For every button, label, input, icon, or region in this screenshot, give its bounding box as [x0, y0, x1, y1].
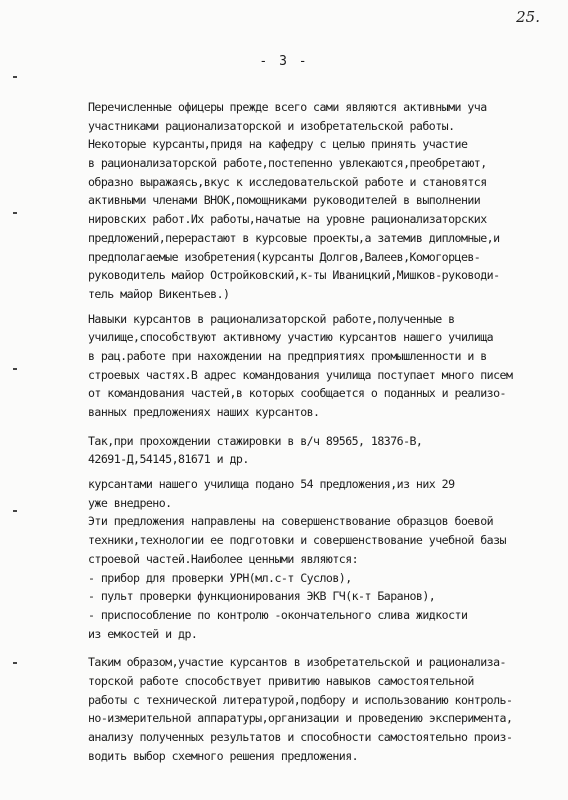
- text-line: Навыки курсантов в рационализаторской работе,полученные в: [88, 311, 455, 326]
- text-line: работы с технической литературой,подбору и использованию контроль-: [88, 692, 513, 707]
- text-line: Так,при прохождении стажировки в в/ч 89565, 18376-В,: [88, 433, 423, 448]
- text-line: анализу полученных результатов и способности самостоятельно произ-: [88, 730, 513, 744]
- binding-hole-mark: [13, 510, 17, 512]
- text-line: курсантами нашего училища подано 54 предложения,из них 29: [88, 477, 455, 492]
- binding-hole-mark: [13, 212, 17, 214]
- binding-hole-mark: [13, 368, 17, 370]
- page-number: - 3 -: [259, 54, 309, 69]
- text-line: активными членами ВНОК,помощниками руководителей в выполнении: [88, 193, 481, 208]
- text-line: училище,способствуют активному участию курсантов нашего училища: [88, 330, 494, 345]
- text-line: образно выражаясь,вкус к исследовательской работе и становятся: [88, 174, 487, 189]
- text-line: строевой частей.Наиболее ценными являются:: [88, 551, 359, 566]
- text-line: уже внедрено.: [88, 495, 172, 510]
- binding-hole-mark: [13, 76, 17, 78]
- text-line: торской работе способствует привитию навыков самостоятельной: [88, 673, 474, 688]
- text-line: Эти предложения направлены на совершенствование образцов боевой: [88, 514, 494, 529]
- text-line: от командования частей,в которых сообщается о поданных и реализо-: [88, 386, 506, 401]
- text-line: Некоторые курсанты,придя на кафедру с целью принять участие: [88, 137, 468, 152]
- text-line: ванных предложениях наших курсантов.: [88, 405, 320, 419]
- text-line: но-измерительной аппаратуры,организации и проведению эксперимента,: [88, 711, 513, 726]
- text-line: предложений,перерастают в курсовые проекты,а затемив дипломные,и: [88, 230, 500, 245]
- list-item: - прибор для проверки УРН(мл.с-т Суслов),: [88, 570, 352, 585]
- text-line: предполагаемые изобретения(курсанты Долгов,Валеев,Комогорцев-: [88, 249, 481, 264]
- binding-hole-mark: [13, 662, 17, 664]
- text-line: руководитель майор Остройковский,к-ты Иваницкий,Мишков-руководи-: [88, 268, 500, 283]
- text-line: водить выбор схемного решения предложения.: [88, 748, 359, 763]
- list-item: - приспособление по контролю -окончательного слива жидкости: [88, 607, 468, 622]
- text-line: участниками рационализаторской и изобретательской работы.: [88, 118, 455, 133]
- list-item: - пульт проверки функционирования ЭКВ ГЧ(к-т Баранов),: [88, 589, 436, 604]
- archive-sheet-number: 25.: [516, 8, 540, 26]
- text-line: техники,технологии ее подготовки и совершенствование учебной базы: [88, 533, 506, 548]
- text-line: из емкостей и др.: [88, 626, 198, 641]
- text-line: в рац.работе при нахождении на предприятиях промышленности и в: [88, 348, 487, 363]
- text-line: строевых частях.В адрес командования училища поступает много писем: [88, 367, 513, 382]
- document-body: [88, 98, 558, 765]
- text-line: 42691-Д,54145,81671 и др.: [88, 452, 249, 467]
- text-line: Таким образом,участие курсантов в изобретательской и рационализа-: [88, 655, 506, 670]
- text-line: нировских работ.Их работы,начатые на уровне рационализаторских: [88, 212, 487, 227]
- text-line: в рационализаторской работе,постепенно увлекаются,преобретают,: [88, 156, 487, 171]
- text-line: Перечисленные офицеры прежде всего сами являются активными уча: [88, 100, 487, 114]
- text-line: тель майор Викентьев.): [88, 286, 230, 301]
